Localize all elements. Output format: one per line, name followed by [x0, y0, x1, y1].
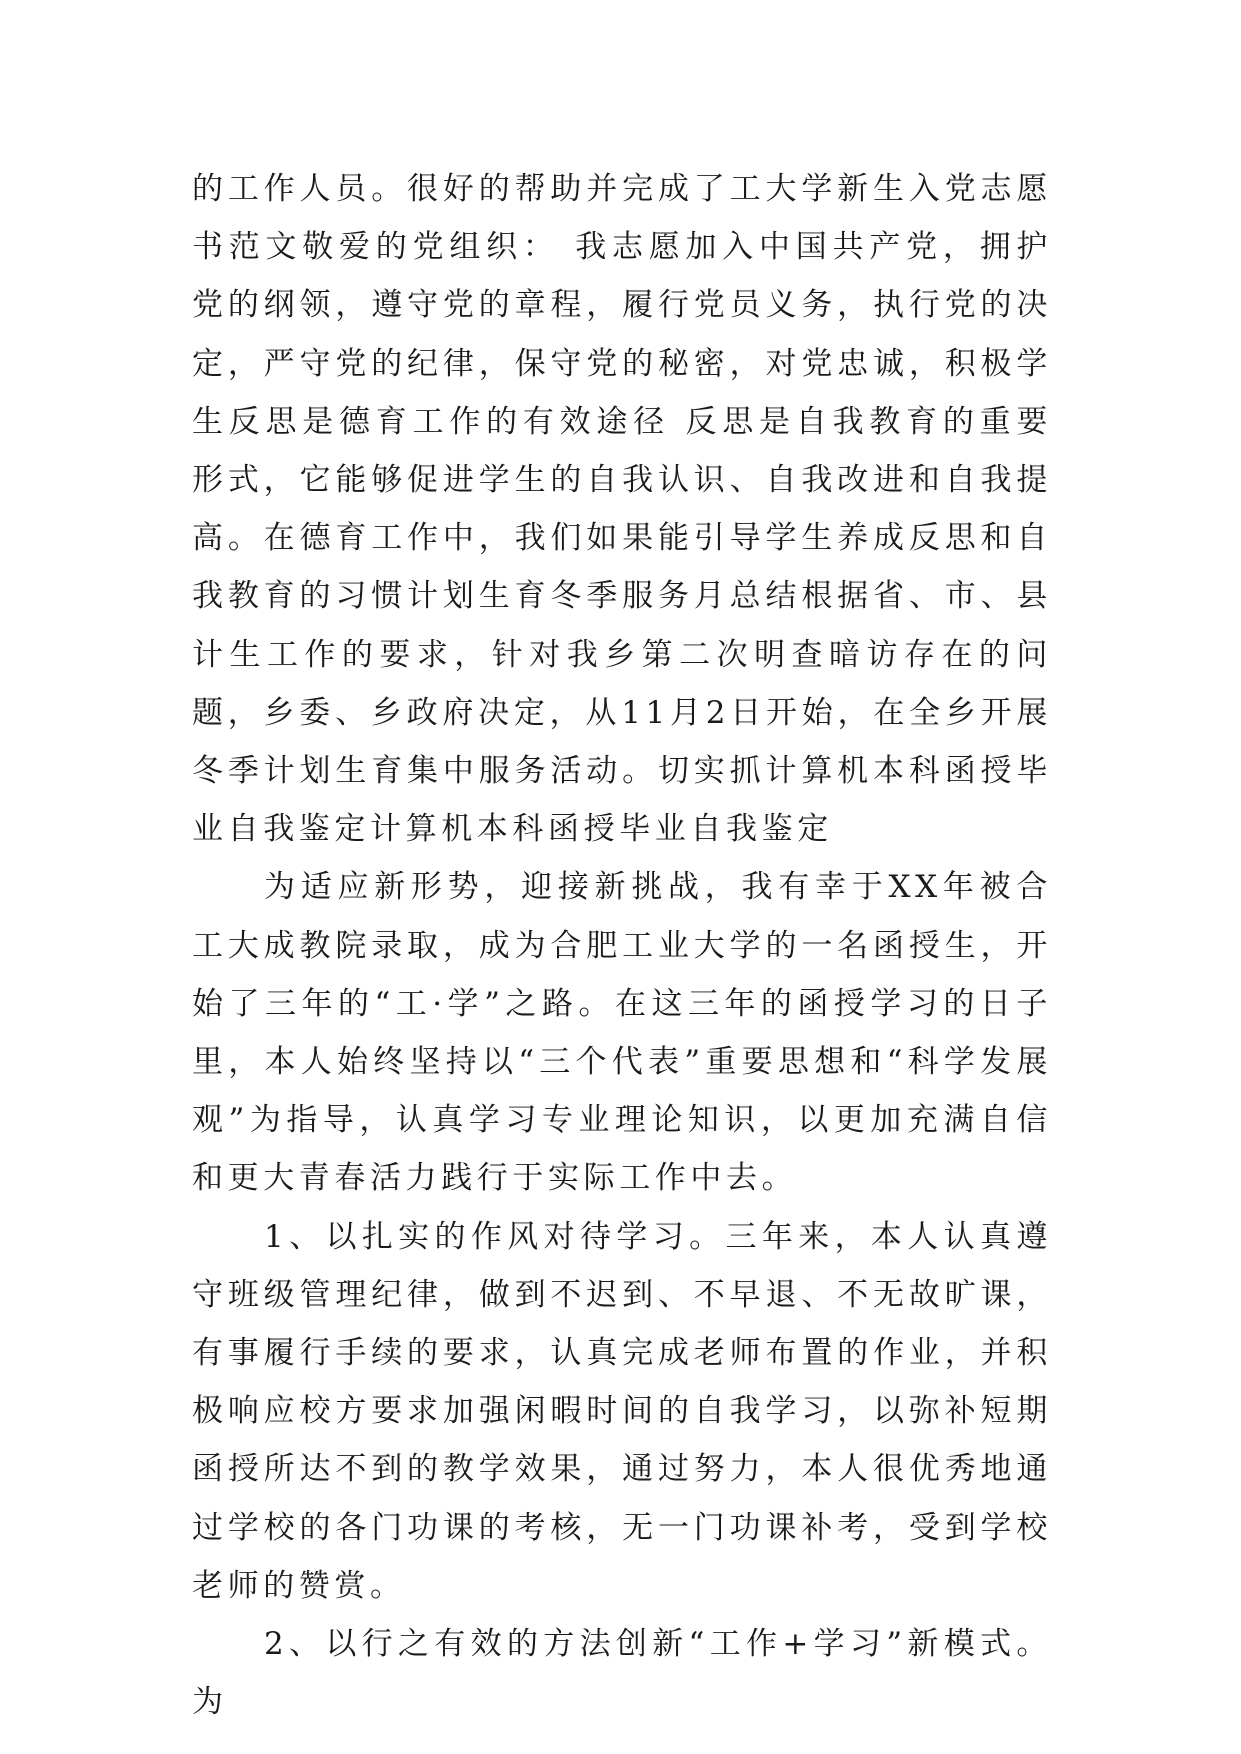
paragraph-3: 1、以扎实的作风对待学习。三年来，本人认真遵守班级管理纪律，做到不迟到、不早退、不无故旷课，有事履行手续的要求，认真完成老师布置的作业，并积极响应校方要求加强闲暇时间的自我学习，以弥补短期函授所达不到的教学效果，通过努力，本人很优秀地通过学校的各门功课的考核，无一门功课补考，受到学校老师的赞赏。: [192, 1218, 1052, 1604]
document-body: [192, 160, 1052, 1731]
paragraph-1: 的工作人员。很好的帮助并完成了工大学新生入党志愿书范文敬爱的党组织： 我志愿加入中国共产党，拥护党的纲领，遵守党的章程，履行党员义务，执行党的决定，严守党的纪律，保守党的秘密，对党忠诚，积极学生反思是德育工作的有效途径 反思是自我教育的重要形式，它能够促进学生的自我认识、自我改进和自我提高。在德育工作中，我们如果能引导学生养成反思和自我教育的习惯计划生育冬季服务月总结根据省、市、县计生工作的要求，针对我乡第二次明查暗访存在的问题，乡委、乡政府决定，从11月2日开始，在全乡开展冬季计划生育集中服务活动。切实抓计算机本科函授毕业自我鉴定计算机本科函授毕业自我鉴定: [192, 171, 1052, 848]
paragraph-4: 2、以行之有效的方法创新“工作+学习”新模式。为: [192, 1626, 1052, 1721]
paragraph-2: 为适应新形势，迎接新挑战，我有幸于XX年被合工大成教院录取，成为合肥工业大学的一名函授生，开始了三年的“工·学”之路。在这三年的函授学习的日子里，本人始终坚持以“三个代表”重要思想和“科学发展观”为指导，认真学习专业理论知识，以更加充满自信和更大青春活力践行于实际工作中去。: [192, 869, 1052, 1197]
